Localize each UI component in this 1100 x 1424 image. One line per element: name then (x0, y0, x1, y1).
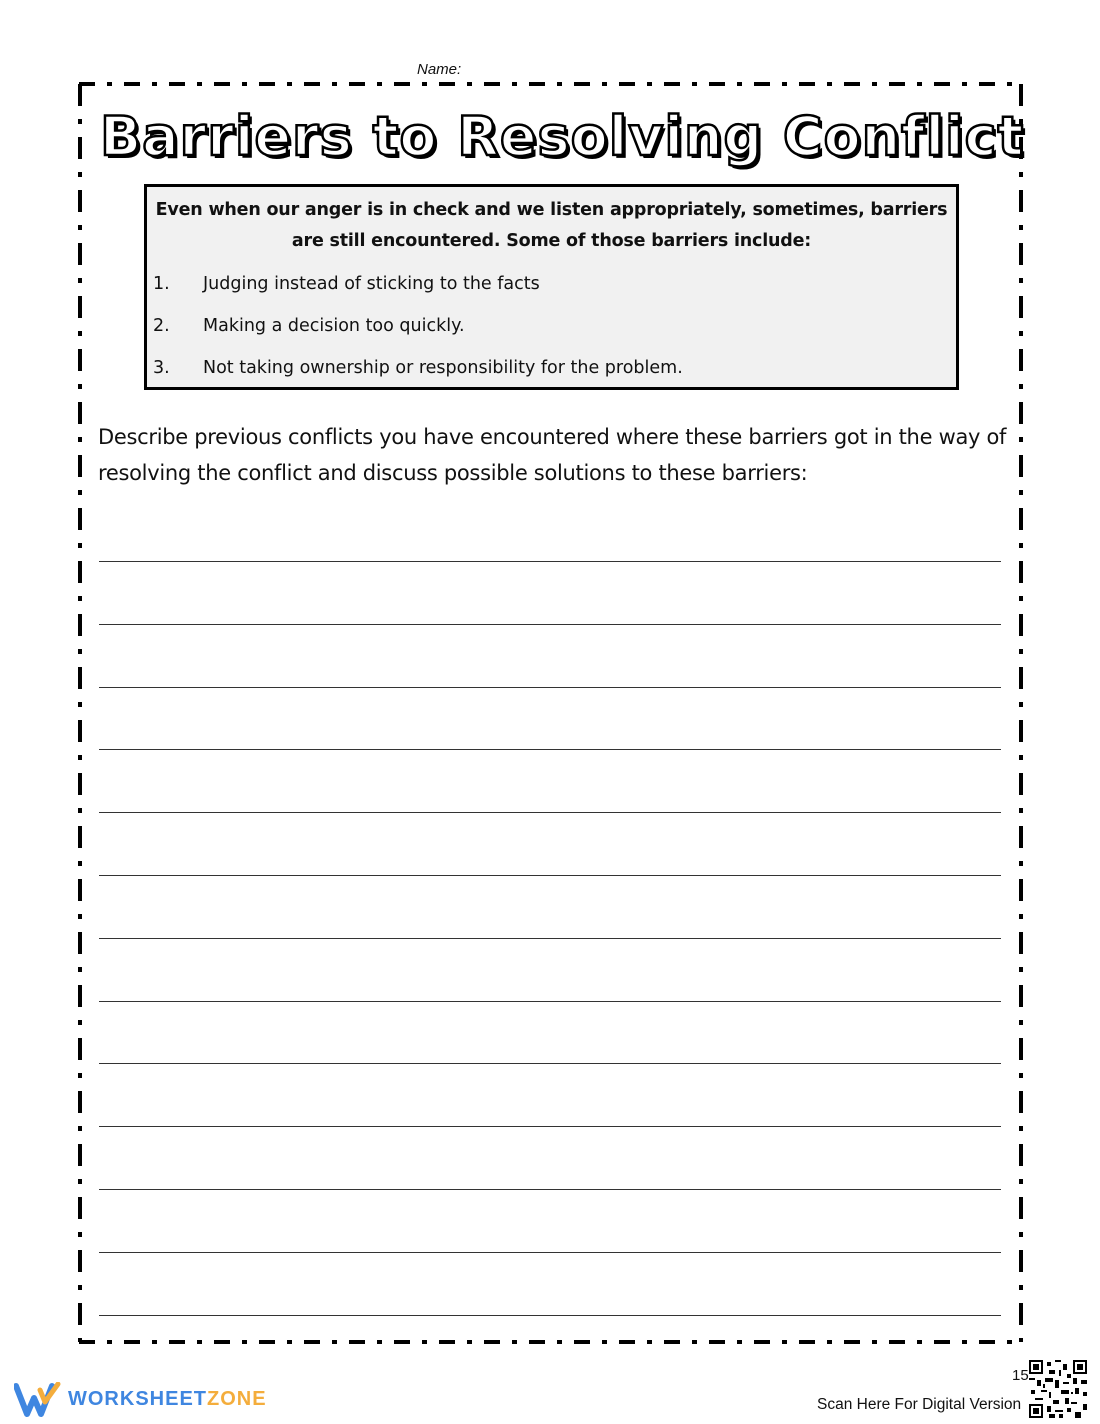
writing-line[interactable] (99, 1001, 1001, 1002)
writing-line[interactable] (99, 749, 1001, 750)
qr-code-icon[interactable] (1029, 1360, 1087, 1418)
worksheet-title: Barriers to Resolving Conflict (100, 105, 1025, 168)
info-intro-text: Even when our anger is in check and we listen appropriately, sometimes, barriers are still encountered. Some of those barriers include: (155, 200, 948, 251)
page-number: 15 (1012, 1367, 1029, 1384)
writing-prompt: Describe previous conflicts you have encountered where these barriers got in the way of resolving the conflict and discuss possible solutions to these barriers: (98, 425, 1007, 485)
writing-line[interactable] (99, 1189, 1001, 1190)
writing-line[interactable] (99, 812, 1001, 813)
brand-name (68, 1388, 267, 1411)
list-item-number: 2. (153, 316, 170, 336)
barrier-list (147, 263, 956, 389)
brand-name-part2: ZONE (207, 1388, 267, 1410)
writing-line[interactable] (99, 938, 1001, 939)
writing-line[interactable] (99, 1063, 1001, 1064)
worksheetzone-logo-icon (14, 1382, 62, 1418)
writing-line[interactable] (99, 687, 1001, 688)
list-item-text: Not taking ownership or responsibility for the problem. (203, 358, 683, 378)
writing-line[interactable] (99, 1315, 1001, 1316)
list-item (147, 305, 956, 347)
list-item-text: Making a decision too quickly. (203, 316, 465, 336)
list-item-number: 3. (153, 358, 170, 378)
list-item (147, 347, 956, 389)
writing-line[interactable] (99, 1252, 1001, 1253)
writing-line[interactable] (99, 875, 1001, 876)
list-item-number: 1. (153, 274, 170, 294)
scan-caption: Scan Here For Digital Version (817, 1396, 1022, 1413)
list-item (147, 263, 956, 305)
brand-name-part1: WORKSHEET (68, 1388, 207, 1410)
writing-line[interactable] (99, 1126, 1001, 1127)
list-item-text: Judging instead of sticking to the facts (203, 274, 540, 294)
writing-line[interactable] (99, 561, 1001, 562)
barriers-info-box (144, 184, 959, 390)
writing-line[interactable] (99, 624, 1001, 625)
name-label: Name: (417, 61, 462, 78)
